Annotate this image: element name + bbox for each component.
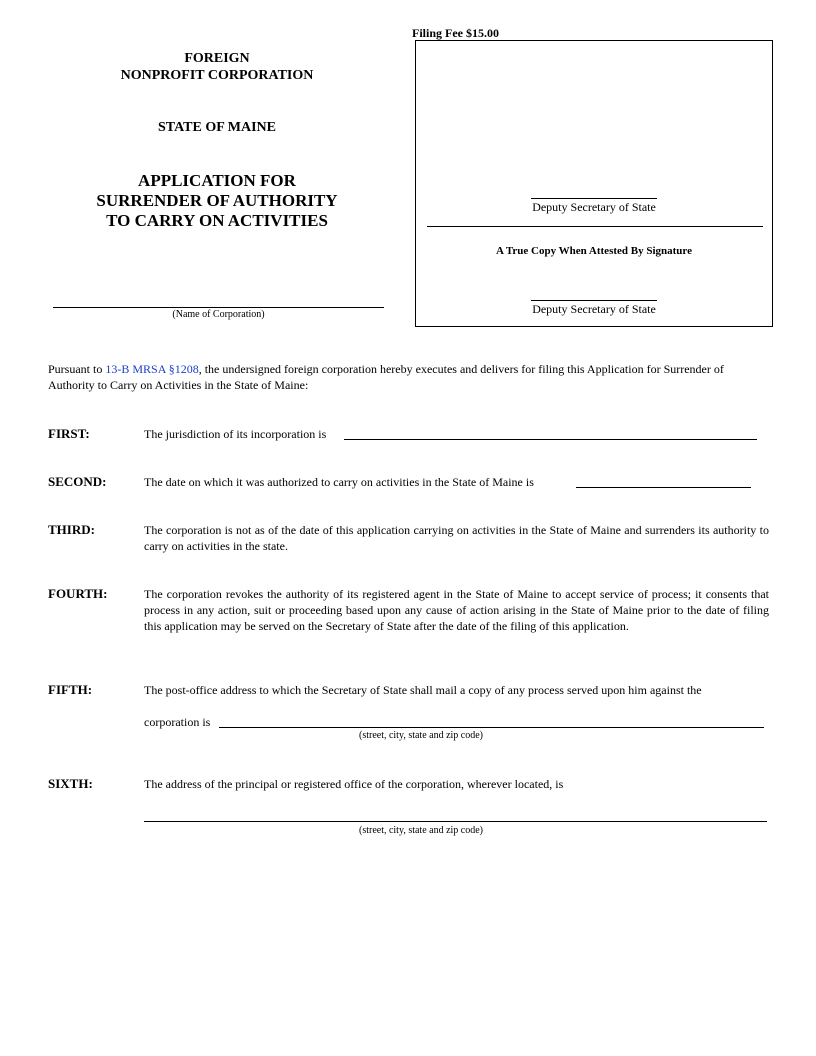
- post-office-address-field[interactable]: [219, 727, 764, 728]
- form-type-line2: NONPROFIT CORPORATION: [120, 68, 314, 83]
- preamble-after: , the undersigned foreign corporation hereby executes and delivers for filing this Application for Surrender of Authority to Carry on Activities in the State of Maine:: [48, 362, 724, 392]
- fifth-text-2: corporation is: [144, 715, 211, 729]
- principal-office-address-field[interactable]: [144, 821, 767, 822]
- state-heading: STATE OF MAINE: [158, 120, 276, 135]
- preamble: [48, 361, 770, 393]
- sixth-caption: (street, city, state and zip code): [358, 825, 484, 836]
- title-line3: TO CARRY ON ACTIVITIES: [106, 211, 328, 230]
- second-label: SECOND:: [48, 474, 107, 489]
- jurisdiction-field[interactable]: [344, 439, 757, 440]
- title-line2: SURRENDER OF AUTHORITY: [96, 191, 338, 210]
- fourth-label: FOURTH:: [48, 586, 108, 601]
- preamble-before: Pursuant to: [48, 362, 106, 376]
- fifth-caption: (street, city, state and zip code): [358, 730, 484, 741]
- form-type-line1: FOREIGN: [184, 51, 250, 66]
- corporation-name-field[interactable]: [53, 307, 384, 308]
- third-label: THIRD:: [48, 522, 95, 537]
- deputy-signature-line-2[interactable]: [531, 300, 657, 301]
- fifth-text: The post-office address to which the Secretary of State shall mail a copy of any process served upon him against the: [144, 683, 702, 697]
- title-line1: APPLICATION FOR: [138, 171, 296, 190]
- third-text: The corporation is not as of the date of this application carrying on activities in the State of Maine and surrenders its authority to carry on activities in the state.: [144, 523, 769, 553]
- filing-fee: Filing Fee $15.00: [412, 26, 499, 40]
- fifth-label: FIFTH:: [48, 682, 93, 697]
- sixth-label: SIXTH:: [48, 776, 93, 791]
- first-text: The jurisdiction of its incorporation is: [144, 427, 327, 441]
- second-text: The date on which it was authorized to carry on activities in the State of Maine is: [144, 475, 534, 489]
- deputy-label-2: Deputy Secretary of State: [532, 302, 656, 316]
- statute-link[interactable]: 13-B MRSA §1208: [105, 362, 199, 376]
- fourth-text: The corporation revokes the authority of its registered agent in the State of Maine to accept service of process; it consents that process in any action, suit or proceeding based upon any cause of action arising in the State of Maine prior to the date of filing this application may be served on the Secretary of State after the date of the filing of this application.: [144, 587, 769, 633]
- deputy-signature-line-1[interactable]: [531, 198, 657, 199]
- authorization-date-field[interactable]: [576, 487, 751, 488]
- attest-text: A True Copy When Attested By Signature: [496, 245, 692, 257]
- first-label: FIRST:: [48, 426, 90, 441]
- filing-box: [415, 40, 773, 327]
- deputy-label-1: Deputy Secretary of State: [532, 200, 656, 214]
- corporation-name-caption: (Name of Corporation): [172, 309, 265, 320]
- box-divider: [427, 226, 763, 227]
- sixth-text: The address of the principal or registered office of the corporation, wherever located, is: [144, 777, 564, 791]
